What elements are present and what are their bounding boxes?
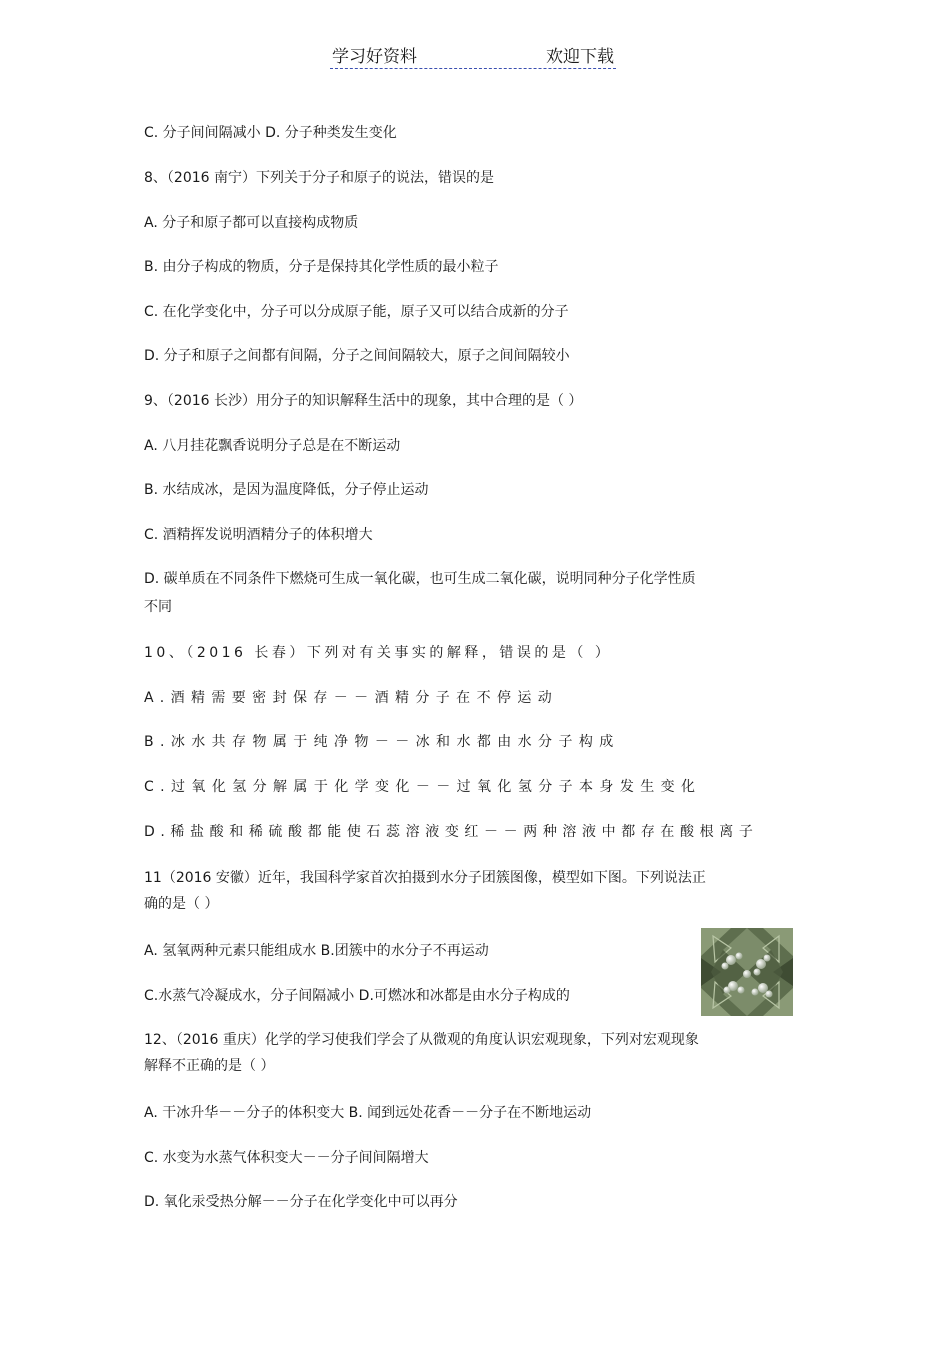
q8-option-a: A. 分子和原子都可以直接构成物质 [144, 215, 359, 231]
q11-stem-cont: 确的是（ ） [144, 896, 219, 912]
q12-stem-cont: 解释不正确的是（ ） [144, 1058, 275, 1074]
q8-option-c: C. 在化学变化中，分子可以分成原子能，原子又可以结合成新的分子 [144, 304, 569, 320]
header-left-text: 学习好资料 [332, 47, 417, 67]
q9-option-b: B. 水结成冰，是因为温度降低，分子停止运动 [144, 482, 429, 498]
q12-option-d: D. 氧化汞受热分解－－分子在化学变化中可以再分 [144, 1194, 458, 1210]
header-right-text: 欢迎下载 [546, 47, 614, 67]
q9-option-d-cont: 不同 [144, 599, 172, 615]
q8-option-d: D. 分子和原子之间都有间隔，分子之间间隔较大，原子之间间隔较小 [144, 348, 570, 364]
q9-stem: 9、（2016 长沙）用分子的知识解释生活中的现象，其中合理的是（ ） [144, 393, 583, 409]
q10-option-a: A.酒精需要密封保存－－酒精分子在不停运动 [144, 690, 559, 706]
q11-stem: 11（2016 安徽）近年，我国科学家首次拍摄到水分子团簇图像，模型如下图。下列说法正 [144, 870, 706, 886]
q10-option-b: B.冰水共存物属于纯净物－－冰和水都由水分子构成 [144, 734, 620, 750]
q8-stem: 8、（2016 南宁）下列关于分子和原子的说法，错误的是 [144, 170, 494, 186]
q11-options-ab: A. 氢氧两种元素只能组成水 B.团簇中的水分子不再运动 [144, 943, 489, 959]
page-header [330, 42, 616, 69]
q10-option-c: C.过氧化氢分解属于化学变化－－过氧化氢分子本身发生变化 [144, 779, 702, 795]
q12-options-ab: A. 干冰升华－－分子的体积变大 B. 闻到远处花香－－分子在不断地运动 [144, 1105, 592, 1121]
q12-option-c: C. 水变为水蒸气体积变大－－分子间间隔增大 [144, 1150, 429, 1166]
q9-option-a: A. 八月挂花飘香说明分子总是在不断运动 [144, 438, 401, 454]
water-cluster-image [701, 928, 793, 1016]
q7-options-cd: C. 分子间间隔减小 D. 分子种类发生变化 [144, 125, 397, 141]
q12-stem: 12、（2016 重庆）化学的学习使我们学会了从微观的角度认识宏观现象，下列对宏观现象 [144, 1032, 699, 1048]
q11-options-cd: C.水蒸气冷凝成水，分子间隔减小 D.可燃冰和冰都是由水分子构成的 [144, 988, 570, 1004]
q8-option-b: B. 由分子构成的物质，分子是保持其化学性质的最小粒子 [144, 259, 499, 275]
q9-option-c: C. 酒精挥发说明酒精分子的体积增大 [144, 527, 373, 543]
q10-stem: 10、（2016 长春）下列对有关事实的解释，错误的是（ ） [144, 645, 613, 661]
q9-option-d: D. 碳单质在不同条件下燃烧可生成一氧化碳，也可生成二氧化碳，说明同种分子化学性质 [144, 571, 696, 587]
q10-option-d: D.稀盐酸和稀硫酸都能使石蕊溶液变红－－两种溶液中都存在酸根离子 [144, 824, 759, 840]
